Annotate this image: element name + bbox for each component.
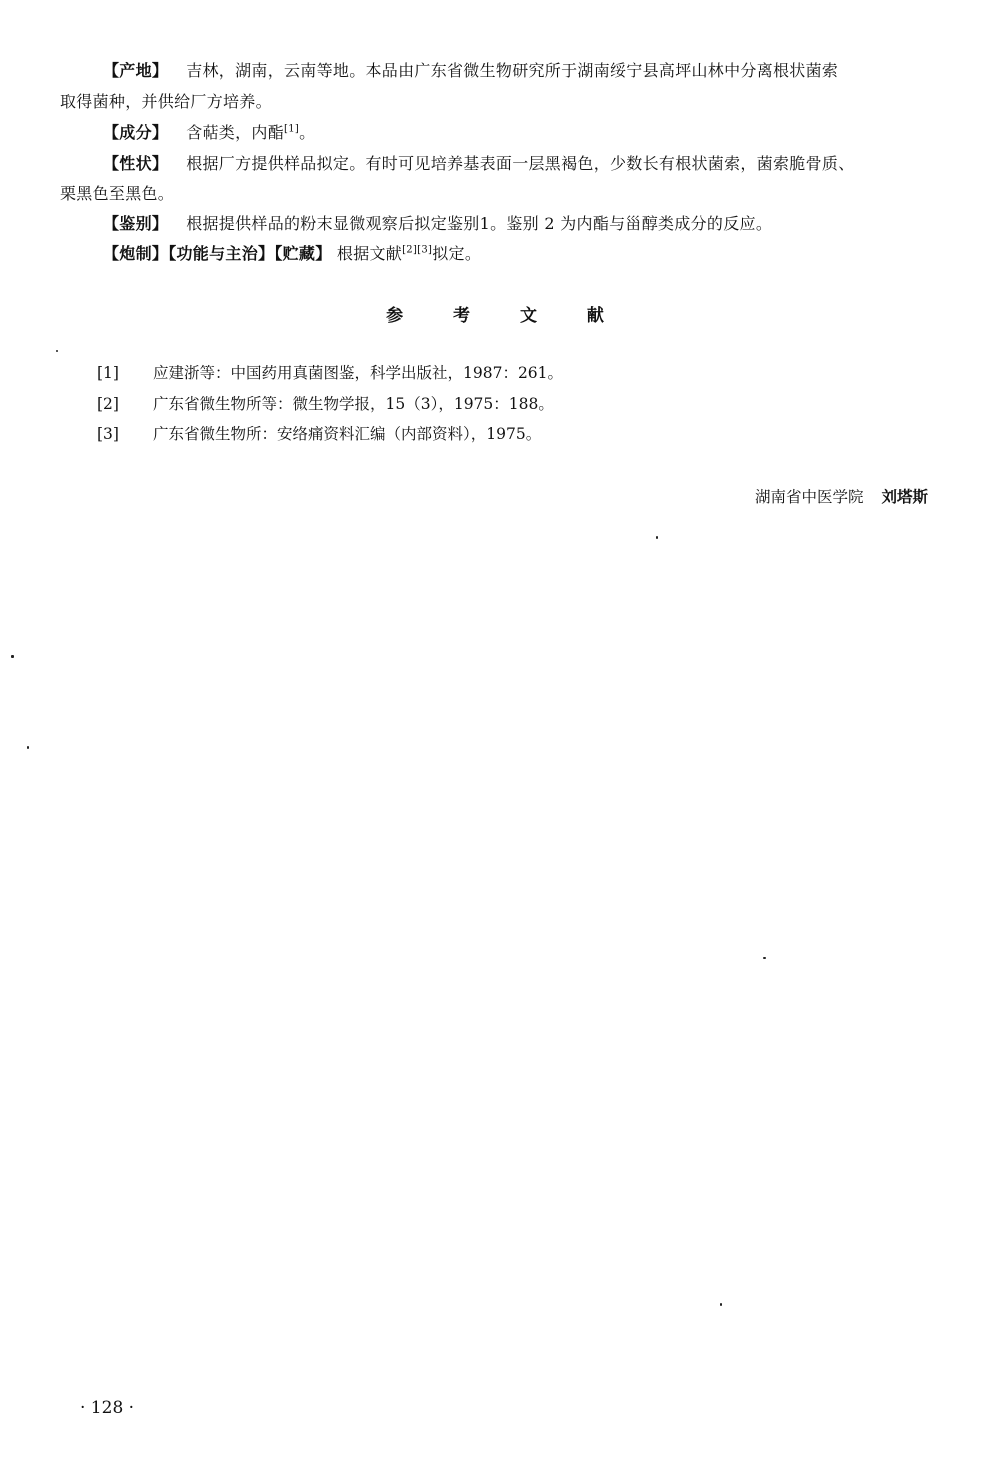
scan-speck: [656, 536, 658, 539]
properties-text-line1: 根据厂方提供样品拟定。有时可见培养基表面一层黑褐色，少数长有根状菌索，菌索脆骨质、: [186, 154, 855, 173]
author-signature: [755, 485, 928, 507]
origin-text-line1: 吉林，湖南，云南等地。本品由广东省微生物研究所于湖南绥宁县高坪山林中分离根状菌索: [186, 61, 839, 80]
origin-tag: 【产地】: [103, 61, 169, 80]
composition-text: 含萜类，内酯: [186, 123, 285, 142]
composition-citation: [1]: [284, 123, 300, 135]
reference-number: [3]: [97, 425, 119, 443]
scan-speck: [27, 746, 29, 749]
scan-speck: [763, 957, 766, 959]
reference-item: [97, 423, 541, 445]
storage-tag: 【贮藏】: [274, 244, 332, 263]
composition-tag: 【成分】: [103, 123, 169, 142]
page-number: · 128 ·: [80, 1398, 135, 1418]
reference-text: 广东省微生物所等：微生物学报，15（3），1975：188。: [153, 395, 554, 413]
properties-paragraph-line1: [103, 153, 855, 175]
function-indication-tag: 【功能与主治】: [168, 244, 275, 263]
origin-paragraph-line1: [103, 60, 838, 82]
scan-speck: [56, 350, 58, 352]
references-heading: 参 考 文 献: [386, 306, 626, 326]
scan-speck: [11, 655, 14, 658]
processing-paragraph: [103, 243, 481, 265]
identification-tag: 【鉴别】: [103, 214, 169, 233]
reference-number: [1]: [97, 364, 119, 382]
author-name: 刘塔斯: [881, 488, 928, 506]
scan-speck: [720, 1303, 722, 1306]
processing-citation: [2][3]: [402, 244, 433, 256]
origin-text-line2: 取得菌种，并供给厂方培养。: [60, 92, 272, 111]
origin-paragraph-line2: [60, 91, 272, 113]
properties-paragraph-line2: [60, 183, 174, 205]
reference-text: 应建浙等：中国药用真菌图鉴，科学出版社，1987：261。: [153, 364, 564, 382]
identification-paragraph: [103, 213, 772, 235]
composition-end: 。: [299, 123, 316, 142]
properties-text-line2: 栗黑色至黑色。: [60, 184, 175, 203]
processing-tag: 【炮制】: [103, 244, 169, 263]
processing-end: 拟定。: [432, 244, 482, 263]
processing-text: 根据文献: [336, 244, 403, 263]
composition-paragraph: [103, 122, 315, 144]
reference-number: [2]: [97, 395, 119, 413]
reference-text: 广东省微生物所：安络痛资料汇编（内部资料），1975。: [153, 425, 542, 443]
properties-tag: 【性状】: [103, 154, 169, 173]
author-affiliation: 湖南省中医学院: [754, 488, 864, 506]
identification-text: 根据提供样品的粉末显微观察后拟定鉴别1。鉴别 2 为内酯与甾醇类成分的反应。: [186, 214, 773, 233]
reference-item: [97, 393, 554, 415]
reference-item: [97, 362, 563, 384]
